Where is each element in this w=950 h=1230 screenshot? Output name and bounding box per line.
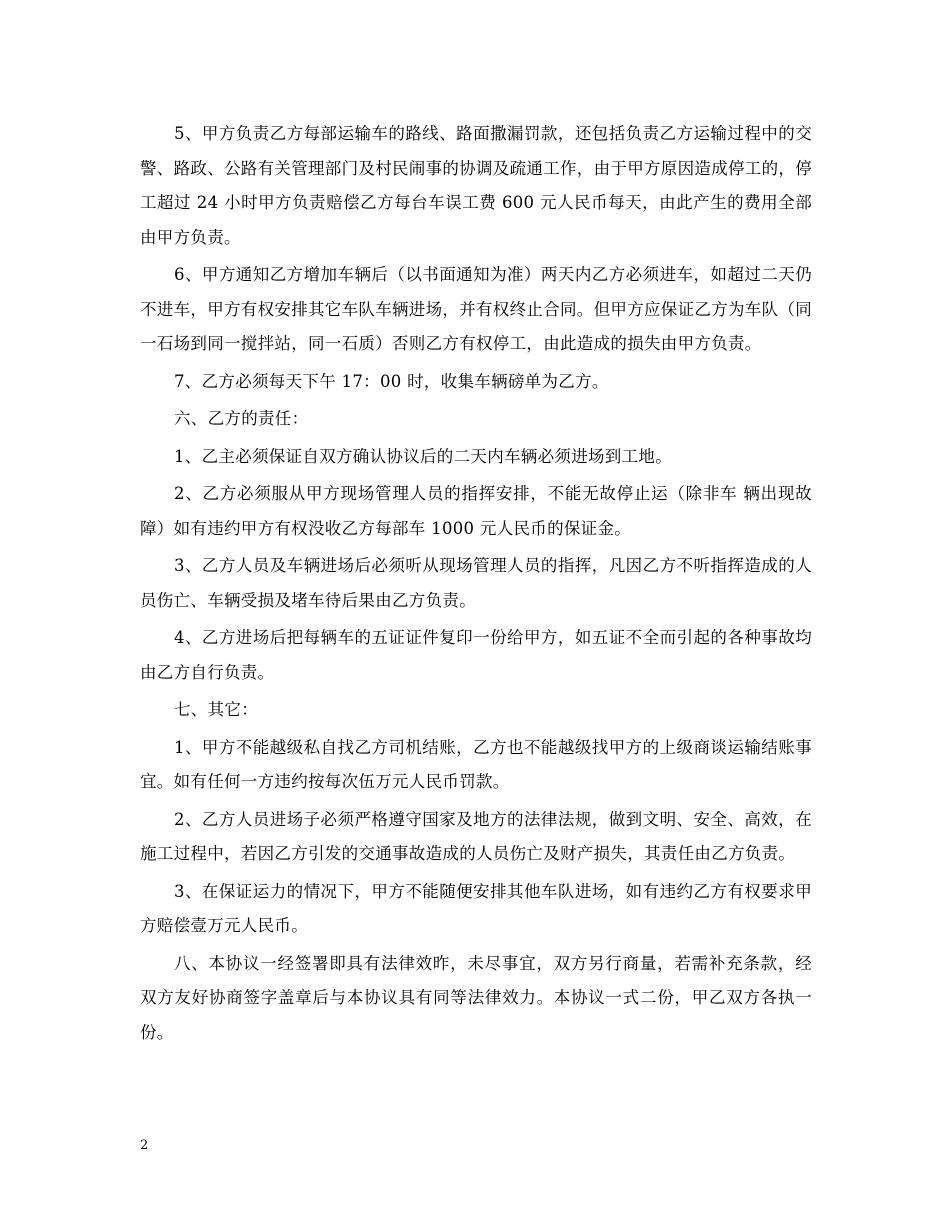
paragraph-other-item-2: 2、乙方人员进场子必须严格遵守国家及地方的法律法规，做到文明、安全、高效，在施工过程中，若因乙方引发的交通事故造成的人员伤亡及财产损失，其责任由乙方负责。 <box>140 809 812 863</box>
paragraph-party-b-item-2: 2、乙方必须服从甲方现场管理人员的指挥安排，不能无故停止运（除非车 辆出现故障）如有违约甲方有权没收乙方每部车 1000 元人民币的保证金。 <box>140 484 812 538</box>
paragraph-other-item-3: 3、在保证运力的情况下，甲方不能随便安排其他车队进场，如有违约乙方有权要求甲方赔偿壹万元人民币。 <box>140 881 812 935</box>
paragraph-party-b-item-4: 4、乙方进场后把每辆车的五证证件复印一份给甲方，如五证不全而引起的各种事故均由乙方自行负责。 <box>140 628 812 682</box>
paragraph-clause-7: 7、乙方必须每天下午 17：00 时，收集车辆磅单为乙方。 <box>174 371 609 391</box>
section-heading-other: 七、其它： <box>174 700 258 719</box>
paragraph-clause-6: 6、甲方通知乙方增加车辆后（以书面通知为准）两天内乙方必须进车，如超过二天仍不进车，甲方有权安排其它车队车辆进场，并有权终止合同。但甲方应保证乙方为车队（同一石场到同一搅拌站，同一石质）否则乙方有权停工，由此造成的损失由甲方负责。 <box>140 265 812 353</box>
section-agreement-effect: 八、本协议一经签署即具有法律效昨，未尽事宜，双方另行商量，若需补充条款，经双方友好协商签字盖章后与本协议具有同等法律效力。本协议一式二份，甲乙双方各执一份。 <box>140 953 812 1042</box>
document-body <box>140 117 812 1053</box>
paragraph-clause-5: 5、甲方负责乙方每部运输车的路线、路面撒漏罚款，还包括负责乙方运输过程中的交警、路政、公路有关管理部门及村民闹事的协调及疏通工作，由于甲方原因造成停工的，停工超过 24 小时甲方负责赔偿乙方每台车误工费 600 元人民币每天，由此产生的费用全部由甲方负责。 <box>140 124 812 247</box>
paragraph-party-b-item-1: 1、乙主必须保证自双方确认协议后的二天内车辆必须进场到工地。 <box>174 446 672 466</box>
paragraph-party-b-item-3: 3、乙方人员及车辆进场后必须听从现场管理人员的指挥，凡因乙方不听指挥造成的人员伤亡、车辆受损及堵车待后果由乙方负责。 <box>140 556 812 610</box>
section-heading-party-b-duties: 六、乙方的责任： <box>174 409 309 428</box>
page-number: 2 <box>140 1138 149 1153</box>
paragraph-other-item-1: 1、甲方不能越级私自找乙方司机结账，乙方也不能越级找甲方的上级商谈运输结账事宜。如有任何一方违约按每次伍万元人民币罚款。 <box>140 737 812 791</box>
